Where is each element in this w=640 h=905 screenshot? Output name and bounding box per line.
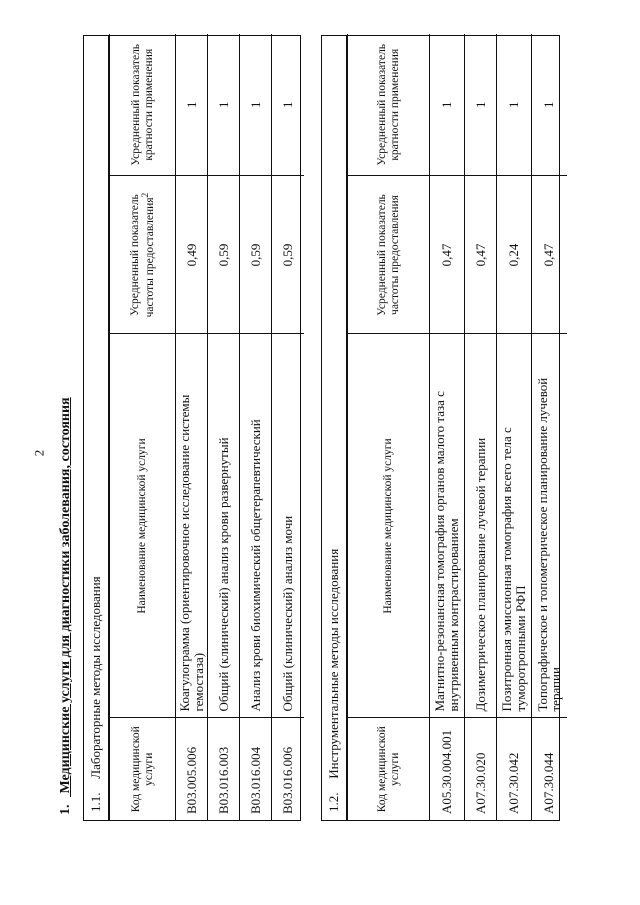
service-name: Магнитно-резонансная томография органов малого таза с внутривенным контрастированием <box>430 334 465 718</box>
table-row <box>176 34 208 820</box>
block-title <box>322 36 347 820</box>
table-row <box>208 34 240 820</box>
header-code: Код медицинской услуги <box>348 718 430 820</box>
service-code: B03.016.004 <box>240 718 272 820</box>
table-header-row <box>348 34 430 820</box>
service-name: Позитронная эмиссионная томография всего тела с туморотропными РФП <box>497 334 532 718</box>
service-name: Топографическое и топометрическое планирование лучевой терапии <box>532 334 567 718</box>
header-name: Наименование медицинской услуги <box>348 334 430 718</box>
multiplicity-value: 1 <box>532 34 567 176</box>
section-title: Медицинские услуги для диагностики заболевания, состояния <box>58 397 73 794</box>
block-number: 1.1. <box>88 792 103 812</box>
service-name: Анализ крови биохимический общетерапевтический <box>240 334 272 718</box>
frequency-value: 0,24 <box>497 176 532 334</box>
header-code: Код медицинской услуги <box>110 718 176 820</box>
block-title-text: Инструментальные методы исследования <box>326 548 341 779</box>
service-code: A07.30.020 <box>465 718 497 820</box>
footnote-marker: 2 <box>140 192 152 198</box>
frequency-value: 0,59 <box>240 176 272 334</box>
table-header-row <box>110 34 176 820</box>
service-code: B03.016.006 <box>272 718 304 820</box>
multiplicity-value: 1 <box>240 34 272 176</box>
frequency-value: 0,47 <box>465 176 497 334</box>
table-row <box>497 34 532 820</box>
multiplicity-value: 1 <box>465 34 497 176</box>
table-row <box>465 34 497 820</box>
block-title <box>84 36 109 820</box>
service-code: A07.30.044 <box>532 718 567 820</box>
service-name: Общий (клинический) анализ крови развернутый <box>208 334 240 718</box>
instrumental-methods-block <box>321 35 564 821</box>
header-multiplicity: Усредненный показатель кратности применения <box>348 34 430 176</box>
table-row <box>430 34 465 820</box>
instrumental-methods-table <box>347 34 567 820</box>
service-name: Дозиметрическое планирование лучевой терапии <box>465 334 497 718</box>
service-code: B03.005.006 <box>176 718 208 820</box>
service-code: A07.30.042 <box>497 718 532 820</box>
frequency-value: 0,47 <box>532 176 567 334</box>
frequency-value: 0,49 <box>176 176 208 334</box>
table-row <box>240 34 272 820</box>
multiplicity-value: 1 <box>176 34 208 176</box>
lab-methods-table <box>109 34 304 820</box>
table-row <box>532 34 567 820</box>
frequency-value: 0,59 <box>272 176 304 334</box>
frequency-value: 0,47 <box>430 176 465 334</box>
block-title-text: Лабораторные методы исследования <box>88 576 103 779</box>
multiplicity-value: 1 <box>208 34 240 176</box>
table-row <box>272 34 304 820</box>
multiplicity-value: 1 <box>497 34 532 176</box>
multiplicity-value: 1 <box>272 34 304 176</box>
service-code: B03.016.003 <box>208 718 240 820</box>
header-name: Наименование медицинской услуги <box>110 334 176 718</box>
section-heading <box>58 397 74 815</box>
page-number: 2 <box>31 449 47 457</box>
service-name: Общий (клинический) анализ мочи <box>272 334 304 718</box>
block-number: 1.2. <box>326 792 341 812</box>
multiplicity-value: 1 <box>430 34 465 176</box>
section-number: 1. <box>58 804 73 815</box>
header-multiplicity: Усредненный показатель кратности применения <box>110 34 176 176</box>
service-name: Коагулограмма (ориентировочное исследование системы гемостаза) <box>176 334 208 718</box>
lab-methods-block <box>83 35 301 821</box>
header-frequency-text: Усредненный показатель частоты предоставления <box>129 194 156 318</box>
frequency-value: 0,59 <box>208 176 240 334</box>
service-code: A05.30.004.001 <box>430 718 465 820</box>
header-frequency: Усредненный показатель частоты предоставления <box>348 176 430 334</box>
header-frequency <box>110 176 176 334</box>
